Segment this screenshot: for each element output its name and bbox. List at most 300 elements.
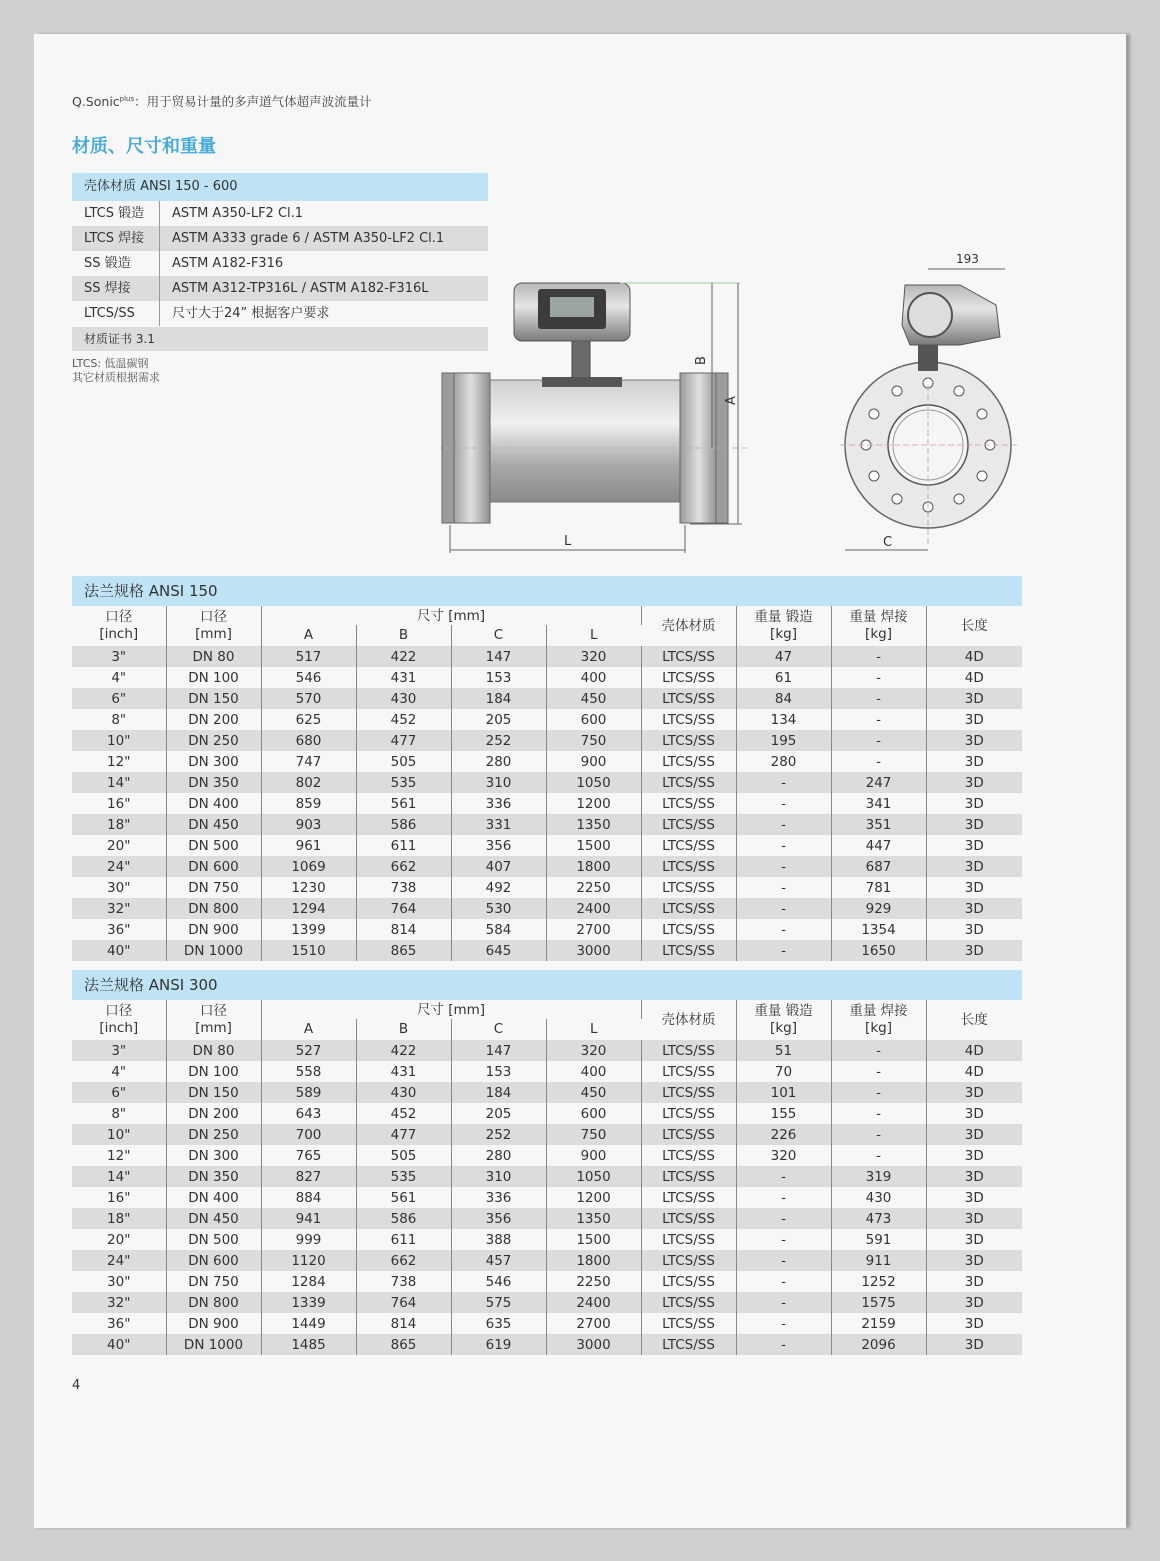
section-title: 材质、尺寸和重量	[72, 136, 216, 157]
table-cell: LTCS/SS	[641, 1145, 736, 1166]
table-cell: 643	[261, 1103, 356, 1124]
table-cell: DN 500	[166, 835, 261, 856]
table-row	[72, 709, 1022, 730]
table-cell: 450	[546, 688, 641, 709]
table-cell: DN 400	[166, 793, 261, 814]
spec-table	[72, 1000, 1022, 1355]
side-view	[440, 283, 750, 553]
table-cell: 6"	[72, 1082, 166, 1103]
table-cell: LTCS/SS	[641, 1166, 736, 1187]
table-cell: 2250	[546, 877, 641, 898]
table-cell: 477	[356, 730, 451, 751]
table-cell: DN 500	[166, 1229, 261, 1250]
col-header: 重量 焊接 [kg]	[831, 1000, 926, 1040]
table-cell: 430	[356, 688, 451, 709]
table-cell: -	[736, 1208, 831, 1229]
table-row	[72, 940, 1022, 961]
table-cell: DN 750	[166, 877, 261, 898]
table-cell: 535	[356, 1166, 451, 1187]
end-view	[840, 269, 1020, 550]
table-cell: 477	[356, 1124, 451, 1145]
table-cell: DN 900	[166, 919, 261, 940]
table-row	[72, 1334, 1022, 1355]
table-cell: 431	[356, 667, 451, 688]
table-cell: 24"	[72, 856, 166, 877]
table-cell: 4"	[72, 1061, 166, 1082]
table-cell: LTCS/SS	[641, 919, 736, 940]
table-row	[72, 1040, 1022, 1061]
table-cell: 1339	[261, 1292, 356, 1313]
table-cell: 36"	[72, 919, 166, 940]
table-cell: DN 1000	[166, 940, 261, 961]
table-cell: 422	[356, 1040, 451, 1061]
table-cell: 750	[546, 730, 641, 751]
table-cell: 611	[356, 835, 451, 856]
table-cell: LTCS/SS	[641, 793, 736, 814]
table-cell: 36"	[72, 1313, 166, 1334]
spec-table	[72, 606, 1022, 961]
table-cell: 184	[451, 688, 546, 709]
table-row	[72, 793, 1022, 814]
table-cell: 1449	[261, 1313, 356, 1334]
table-cell: -	[736, 856, 831, 877]
table-cell: LTCS/SS	[641, 730, 736, 751]
header-row	[72, 1000, 1022, 1019]
table-cell: LTCS/SS	[641, 1082, 736, 1103]
table-cell: -	[736, 772, 831, 793]
dim-label: L	[564, 534, 572, 549]
table-cell: 546	[261, 667, 356, 688]
table-cell: 18"	[72, 1208, 166, 1229]
table-cell: 584	[451, 919, 546, 940]
table-cell: 10"	[72, 1124, 166, 1145]
table-cell: 4D	[964, 669, 984, 686]
table-cell: 1230	[261, 877, 356, 898]
table-cell: -	[831, 646, 926, 667]
table-cell: -	[736, 1250, 831, 1271]
table-cell: DN 600	[166, 856, 261, 877]
table-cell: 535	[356, 772, 451, 793]
col-header: 重量 锻造 [kg]	[736, 1000, 831, 1040]
table-cell: LTCS/SS	[641, 772, 736, 793]
table-cell: -	[736, 1271, 831, 1292]
table-row	[72, 1313, 1022, 1334]
table-cell: -	[736, 1229, 831, 1250]
table-cell: 3"	[72, 1040, 166, 1061]
table-cell: 1284	[261, 1271, 356, 1292]
table-cell: 310	[451, 1166, 546, 1187]
table-cell: 2096	[831, 1334, 926, 1355]
table-cell: LTCS/SS	[641, 1040, 736, 1061]
table-cell: 1350	[546, 1208, 641, 1229]
table-cell: LTCS/SS	[641, 688, 736, 709]
table-cell: 457	[451, 1250, 546, 1271]
table-cell: 407	[451, 856, 546, 877]
table-cell: -	[831, 1124, 926, 1145]
table-cell: 911	[831, 1250, 926, 1271]
table-cell: 558	[261, 1061, 356, 1082]
table-cell: LTCS/SS	[641, 646, 736, 667]
materials-value: ASTM A312-TP316L / ASTM A182-F316L	[172, 281, 429, 296]
col-header: 口径 [inch]	[72, 606, 166, 646]
table-cell: LTCS/SS	[641, 1250, 736, 1271]
table-cell: 3D	[964, 1273, 984, 1290]
table-cell: 1650	[831, 940, 926, 961]
table-cell: 1575	[831, 1292, 926, 1313]
table-cell: DN 100	[166, 1061, 261, 1082]
table-cell: 8"	[72, 1103, 166, 1124]
table-cell: 517	[261, 646, 356, 667]
materials-label: LTCS/SS	[72, 301, 160, 326]
table-cell: 3D	[926, 1082, 1022, 1103]
col-header: A	[261, 625, 356, 646]
table-row	[72, 1208, 1022, 1229]
table-cell: DN 250	[166, 730, 261, 751]
table-cell: LTCS/SS	[641, 1292, 736, 1313]
table-cell: 750	[546, 1124, 641, 1145]
table-cell: 40"	[72, 1334, 166, 1355]
table-cell: 903	[261, 814, 356, 835]
table-cell: 4D	[926, 646, 1022, 667]
materials-value: ASTM A182-F316	[172, 256, 284, 271]
table-cell: 280	[451, 751, 546, 772]
materials-row	[72, 301, 488, 326]
table-cell: LTCS/SS	[641, 751, 736, 772]
table-title: 法兰规格 ANSI 150	[72, 576, 1022, 606]
materials-value: 尺寸大于24” 根据客户要求	[172, 306, 330, 321]
table-cell: 3D	[926, 1292, 1022, 1313]
table-cell: 1200	[546, 793, 641, 814]
table-cell: LTCS/SS	[641, 709, 736, 730]
table-cell: LTCS/SS	[641, 667, 736, 688]
table-cell: 865	[356, 1334, 451, 1355]
table-cell: LTCS/SS	[641, 1061, 736, 1082]
table-cell: LTCS/SS	[641, 1334, 736, 1355]
table-cell: DN 350	[166, 772, 261, 793]
table-row	[72, 688, 1022, 709]
table-cell: LTCS/SS	[641, 1103, 736, 1124]
table-cell: 450	[546, 1082, 641, 1103]
table-cell: -	[736, 835, 831, 856]
table-cell: LTCS/SS	[641, 835, 736, 856]
table-cell: 2400	[546, 1292, 641, 1313]
table-cell: -	[736, 1292, 831, 1313]
table-cell: 505	[356, 751, 451, 772]
table-cell: 319	[831, 1166, 926, 1187]
table-cell: 12"	[72, 1145, 166, 1166]
table-cell: 492	[451, 877, 546, 898]
note-line: LTCS: 低温碳钢	[72, 357, 149, 370]
table-row	[72, 1271, 1022, 1292]
table-cell: 247	[831, 772, 926, 793]
table-cell: DN 200	[166, 709, 261, 730]
table-cell: 3D	[964, 837, 984, 854]
table-cell: 764	[356, 1292, 451, 1313]
table-cell: -	[831, 1040, 926, 1061]
table-cell: 3000	[546, 940, 641, 961]
table-cell: 738	[356, 877, 451, 898]
table-cell: 900	[546, 751, 641, 772]
table-cell: 2700	[546, 919, 641, 940]
table-cell: 1200	[546, 1187, 641, 1208]
table-cell: -	[831, 1145, 926, 1166]
table-cell: 30"	[72, 877, 166, 898]
table-cell: 1050	[546, 772, 641, 793]
table-cell: 3D	[926, 1166, 1022, 1187]
table-cell: 586	[356, 814, 451, 835]
table-cell: -	[736, 1187, 831, 1208]
table-cell: 3D	[926, 814, 1022, 835]
table-cell: 561	[356, 793, 451, 814]
table-cell: 10"	[72, 730, 166, 751]
table-cell: 3000	[546, 1334, 641, 1355]
table-cell: -	[831, 688, 926, 709]
table-cell: 635	[451, 1313, 546, 1334]
table-cell: LTCS/SS	[641, 877, 736, 898]
table-cell: 765	[261, 1145, 356, 1166]
materials-row	[72, 201, 488, 226]
table-cell: 645	[451, 940, 546, 961]
table-cell: -	[736, 919, 831, 940]
table-cell: 184	[451, 1082, 546, 1103]
table-cell: DN 150	[166, 688, 261, 709]
ansi150-table	[72, 576, 1022, 961]
table-row	[72, 667, 1022, 688]
col-header: 尺寸 [mm]	[261, 606, 641, 625]
table-cell: 1294	[261, 898, 356, 919]
table-cell: -	[736, 793, 831, 814]
table-cell: 356	[451, 1208, 546, 1229]
materials-value: ASTM A350-LF2 Cl.1	[172, 206, 304, 221]
materials-label: SS 锻造	[72, 251, 160, 276]
table-cell: -	[736, 1334, 831, 1355]
table-cell: LTCS/SS	[641, 1187, 736, 1208]
table-cell: DN 800	[166, 1292, 261, 1313]
table-cell: 530	[451, 898, 546, 919]
table-cell: 47	[736, 646, 831, 667]
table-cell: 1800	[546, 1250, 641, 1271]
table-cell: 2400	[546, 898, 641, 919]
table-cell: 570	[261, 688, 356, 709]
table-cell: -	[736, 1313, 831, 1334]
table-cell: 3D	[926, 730, 1022, 751]
table-cell: 1500	[546, 1229, 641, 1250]
table-row	[72, 772, 1022, 793]
col-header: C	[451, 1019, 546, 1040]
material-notes	[72, 357, 160, 385]
table-cell: 586	[356, 1208, 451, 1229]
materials-certificate: 材质证书 3.1	[72, 327, 488, 351]
table-cell: 12"	[72, 751, 166, 772]
col-header: 重量 锻造 [kg]	[736, 606, 831, 646]
table-cell: 101	[736, 1082, 831, 1103]
table-cell: 195	[736, 730, 831, 751]
table-cell: 24"	[72, 1250, 166, 1271]
materials-row	[72, 226, 488, 251]
table-cell: 3D	[964, 1189, 984, 1206]
table-cell: DN 150	[166, 1082, 261, 1103]
table-cell: 662	[356, 856, 451, 877]
table-cell: 388	[451, 1229, 546, 1250]
table-cell: LTCS/SS	[641, 1271, 736, 1292]
table-cell: 764	[356, 898, 451, 919]
note-line: 其它材质根据需求	[72, 371, 160, 384]
table-cell: 16"	[72, 793, 166, 814]
table-cell: 3D	[926, 1124, 1022, 1145]
table-cell: 155	[736, 1103, 831, 1124]
table-cell: DN 450	[166, 1208, 261, 1229]
table-cell: -	[831, 667, 926, 688]
table-cell: 1399	[261, 919, 356, 940]
table-cell: 1500	[546, 835, 641, 856]
col-header: C	[451, 625, 546, 646]
col-header: 长度	[960, 617, 988, 634]
materials-label: LTCS 焊接	[72, 226, 160, 251]
table-cell: 32"	[72, 898, 166, 919]
col-header: 壳体材质	[641, 1000, 736, 1040]
table-row	[72, 877, 1022, 898]
table-cell: 1354	[831, 919, 926, 940]
table-cell: 2159	[831, 1313, 926, 1334]
table-cell: DN 900	[166, 1313, 261, 1334]
table-cell: -	[831, 1103, 926, 1124]
table-cell: 3D	[926, 940, 1022, 961]
table-row	[72, 814, 1022, 835]
table-cell: -	[736, 898, 831, 919]
materials-row	[72, 251, 488, 276]
table-cell: 452	[356, 1103, 451, 1124]
table-cell: 153	[451, 667, 546, 688]
table-cell: DN 450	[166, 814, 261, 835]
table-cell: LTCS/SS	[641, 1208, 736, 1229]
table-cell: 4D	[926, 1040, 1022, 1061]
table-cell: DN 200	[166, 1103, 261, 1124]
col-header: 重量 焊接 [kg]	[831, 606, 926, 646]
col-header: B	[356, 625, 451, 646]
table-cell: -	[736, 1166, 831, 1187]
col-header: 尺寸 [mm]	[261, 1000, 641, 1019]
table-cell: 1510	[261, 940, 356, 961]
table-cell: 527	[261, 1040, 356, 1061]
table-row	[72, 1145, 1022, 1166]
brand-name: Q.Sonic	[72, 94, 120, 109]
table-cell: 70	[736, 1061, 831, 1082]
table-cell: -	[831, 1082, 926, 1103]
table-cell: -	[736, 814, 831, 835]
table-row	[72, 730, 1022, 751]
table-cell: DN 1000	[166, 1334, 261, 1355]
table-cell: 205	[451, 1103, 546, 1124]
table-cell: 700	[261, 1124, 356, 1145]
table-cell: 16"	[72, 1187, 166, 1208]
table-cell: 1350	[546, 814, 641, 835]
table-cell: LTCS/SS	[641, 1124, 736, 1145]
table-cell: 51	[736, 1040, 831, 1061]
table-row	[72, 751, 1022, 772]
dim-label: C	[883, 535, 893, 550]
table-cell: 134	[736, 709, 831, 730]
table-row	[72, 835, 1022, 856]
table-cell: 3D	[964, 1105, 984, 1122]
table-row	[72, 1103, 1022, 1124]
table-cell: 430	[831, 1187, 926, 1208]
table-cell: 320	[546, 646, 641, 667]
table-cell: 30"	[72, 1271, 166, 1292]
table-cell: 3D	[964, 879, 984, 896]
table-cell: 3"	[72, 646, 166, 667]
table-cell: DN 300	[166, 751, 261, 772]
table-cell: 205	[451, 709, 546, 730]
table-cell: 252	[451, 1124, 546, 1145]
table-cell: 1050	[546, 1166, 641, 1187]
col-header: 壳体材质	[641, 606, 736, 646]
table-title: 法兰规格 ANSI 300	[72, 970, 1022, 1000]
table-cell: -	[831, 730, 926, 751]
table-cell: 3D	[964, 1147, 984, 1164]
table-cell: 680	[261, 730, 356, 751]
page-header	[72, 92, 372, 110]
table-cell: 20"	[72, 835, 166, 856]
table-cell: 473	[831, 1208, 926, 1229]
brand-superscript: plus	[119, 94, 135, 103]
dim-label: A	[724, 396, 739, 405]
table-cell: DN 400	[166, 1187, 261, 1208]
col-header: 口径 [mm]	[166, 606, 261, 646]
table-cell: 6"	[72, 688, 166, 709]
table-cell: 747	[261, 751, 356, 772]
table-cell: 884	[261, 1187, 356, 1208]
table-cell: 336	[451, 1187, 546, 1208]
table-cell: 1120	[261, 1250, 356, 1271]
table-cell: 61	[736, 667, 831, 688]
table-cell: 356	[451, 835, 546, 856]
table-cell: DN 80	[166, 1040, 261, 1061]
table-cell: 147	[451, 646, 546, 667]
table-row	[72, 1292, 1022, 1313]
table-cell: 336	[451, 793, 546, 814]
dim-label: 193	[956, 252, 979, 266]
ansi300-table	[72, 970, 1022, 1355]
materials-label: SS 焊接	[72, 276, 160, 301]
table-cell: -	[831, 709, 926, 730]
table-cell: LTCS/SS	[641, 856, 736, 877]
table-cell: 505	[356, 1145, 451, 1166]
table-cell: 814	[356, 919, 451, 940]
table-cell: 252	[451, 730, 546, 751]
table-cell: 147	[451, 1040, 546, 1061]
table-cell: 400	[546, 667, 641, 688]
table-row	[72, 1061, 1022, 1082]
col-header: A	[261, 1019, 356, 1040]
materials-table	[72, 173, 488, 351]
table-cell: 18"	[72, 814, 166, 835]
col-header: B	[356, 1019, 451, 1040]
table-cell: 320	[736, 1145, 831, 1166]
table-cell: 226	[736, 1124, 831, 1145]
col-header: 长度	[960, 1011, 988, 1028]
table-cell: 431	[356, 1061, 451, 1082]
table-cell: 827	[261, 1166, 356, 1187]
table-cell: 430	[356, 1082, 451, 1103]
table-cell: DN 750	[166, 1271, 261, 1292]
table-cell: 575	[451, 1292, 546, 1313]
table-cell: 280	[736, 751, 831, 772]
table-cell: 14"	[72, 772, 166, 793]
table-cell: DN 600	[166, 1250, 261, 1271]
table-cell: 452	[356, 709, 451, 730]
table-cell: 4"	[72, 667, 166, 688]
table-cell: 447	[831, 835, 926, 856]
